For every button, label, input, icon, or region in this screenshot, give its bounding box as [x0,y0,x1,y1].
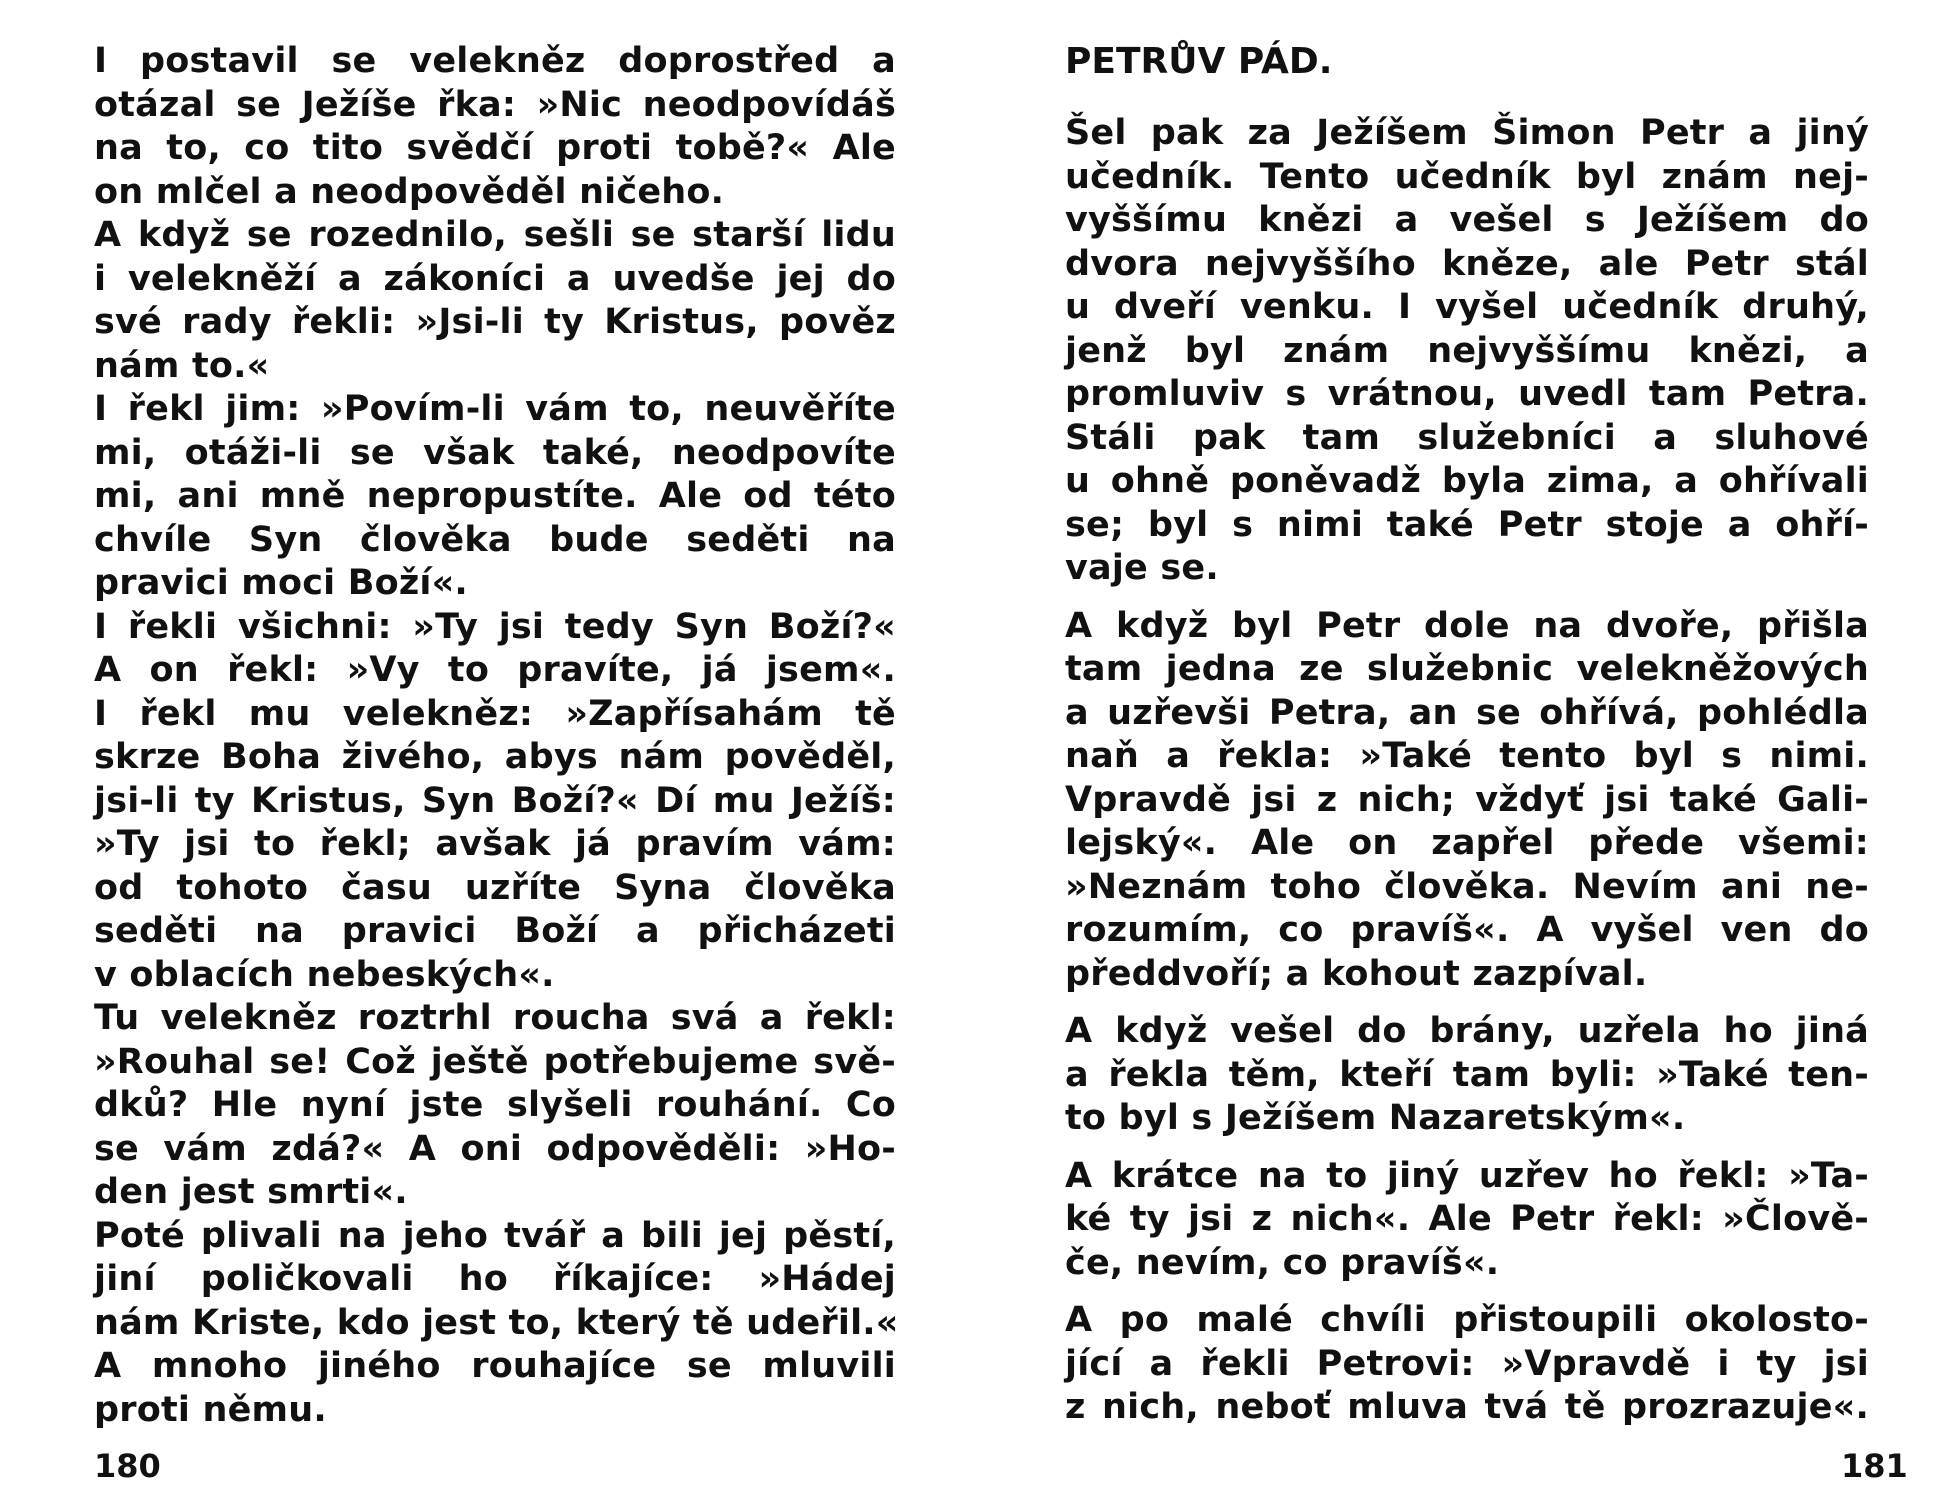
text-line: A po malé chvíli přistoupili okolosto- [1065,1300,1869,1340]
text-line: seděti na pravici Boží a přicházeti [94,911,896,951]
text-line: lejský«. Ale on zapřel přede všemi: [1065,823,1869,863]
text-line: tam jedna ze služebnic velekněžových [1065,649,1869,689]
text-line: na to, co tito svědčí proti tobě?« Ale [94,128,896,168]
text-line: u ohně poněvadž byla zima, a ohřívali [1065,461,1869,501]
right-page-text [1065,40,1869,1430]
text-line: dvora nejvyššího kněze, ale Petr stál [1065,243,1869,284]
text-line: on mlčel a neodpověděl ničeho. [94,171,725,212]
text-line: I postavil se velekněz doprostřed a [94,41,896,81]
text-line: jící a řekli Petrovi: »Vpravdě i ty jsi [1065,1343,1869,1384]
text-line: učedník. Tento učedník byl znám nej- [1065,156,1869,197]
text-line: jiní poličkovali ho říkajíce: »Hádej [94,1259,896,1299]
chapter-title: PETRŮV PÁD. [1065,41,1333,82]
text-line: I řekl mu velekněz: »Zapřísahám tě [94,693,896,734]
text-line: Vpravdě jsi z nich; vždyť jsi také Gali- [1065,779,1869,820]
page-number-left: 180 [94,1447,161,1485]
text-line: a řekla těm, kteří tam byli: »Také ten- [1065,1054,1869,1095]
text-line: Šel pak za Ježíšem Šimon Petr a jiný [1065,113,1869,153]
text-line: se vám zdá?« A oni odpověděli: »Ho- [94,1128,896,1169]
text-line: jsi-li ty Kristus, Syn Boží?« Dí mu Ježíš: [94,780,896,821]
text-line: pravici moci Boží«. [94,563,468,603]
text-line: otázal se Ježíše řka: »Nic neodpovídáš [94,84,896,125]
text-line: »Neznám toho člověka. Nevím ani ne- [1065,866,1869,907]
text-line: Stáli pak tam služebníci a sluhové [1065,417,1869,458]
right-page [973,0,1946,1500]
text-line: promluviv s vrátnou, uvedl tam Petra. [1065,374,1869,414]
left-page-text [94,40,899,1432]
text-line: Tu velekněz roztrhl roucha svá a řekl: [94,998,896,1038]
text-line: vaje se. [1065,548,1219,588]
text-line: to byl s Ježíšem Nazaretským«. [1065,1098,1686,1138]
text-line: skrze Boha živého, abys nám pověděl, [94,737,896,777]
paragraph [1065,1155,1869,1286]
text-line: A když se rozednilo, sešli se starší lidu [94,215,896,255]
text-line: jenž byl znám nejvyššímu knězi, a [1065,330,1869,371]
text-line: chvíle Syn člověka bude seděti na [94,519,896,560]
text-line: »Ty jsi to řekl; avšak já pravím vám: [94,824,896,864]
text-line: u dveří venku. I vyšel učedník druhý, [1065,287,1869,327]
text-line: mi, ani mně nepropustíte. Ale od této [94,476,896,516]
text-line: ké ty jsi z nich«. Ale Petr řekl: »Člově- [1065,1199,1869,1239]
text-line: I řekl jim: »Povím-li vám to, neuvěříte [94,389,896,429]
text-line: A krátce na to jiný uzřev ho řekl: »Ta- [1065,1155,1869,1196]
text-line: své rady řekli: »Jsi-li ty Kristus, pověz [94,302,896,342]
text-line: v oblacích nebeských«. [94,954,555,995]
text-line: I řekli všichni: »Ty jsi tedy Syn Boží?« [94,606,896,647]
text-line: vyššímu knězi a vešel s Ježíšem do [1065,200,1869,240]
text-line: dků? Hle nyní jste slyšeli rouhání. Co [94,1085,896,1125]
text-line: »Rouhal se! Což ještě potřebujeme svě- [94,1041,896,1082]
text-line: a uzřevši Petra, an se ohřívá, pohlédla [1065,692,1869,733]
text-line: A on řekl: »Vy to pravíte, já jsem«. [94,650,896,690]
text-line: A když byl Petr dole na dvoře, přišla [1065,605,1869,646]
page-number-right: 181 [1841,1447,1908,1485]
text-line: od tohoto času uzříte Syna člověka [94,867,896,908]
paragraph [1065,1299,1869,1430]
text-line: den jest smrti«. [94,1172,408,1212]
text-line: naň a řekla: »Také tento byl s nimi. [1065,736,1869,776]
text-line: če, nevím, co pravíš«. [1065,1242,1500,1283]
text-line: mi, otáži-li se však také, neodpovíte [94,432,896,473]
text-line: rozumím, co pravíš«. A vyšel ven do [1065,910,1869,950]
paragraph [1065,112,1869,591]
text-line: A když vešel do brány, uzřela ho jiná [1065,1011,1869,1051]
paragraph [1065,605,1869,997]
text-line: předdvoří; a kohout zazpíval. [1065,953,1648,994]
text-line: A mnoho jiného rouhajíce se mluvili [94,1346,896,1386]
text-line: se; byl s nimi také Petr stoje a ohří- [1065,504,1869,545]
text-line: Poté plivali na jeho tvář a bili jej pěstí, [94,1215,896,1256]
text-line: z nich, neboť mluva tvá tě prozrazuje«. [1065,1387,1869,1427]
text-line: nám Kriste, kdo jest to, který tě udeřil.« [94,1302,899,1343]
text-line: nám to.« [94,345,270,386]
paragraph [1065,1010,1869,1141]
text-line: i velekněží a zákoníci a uvedše jej do [94,258,896,299]
text-line: proti němu. [94,1389,327,1430]
